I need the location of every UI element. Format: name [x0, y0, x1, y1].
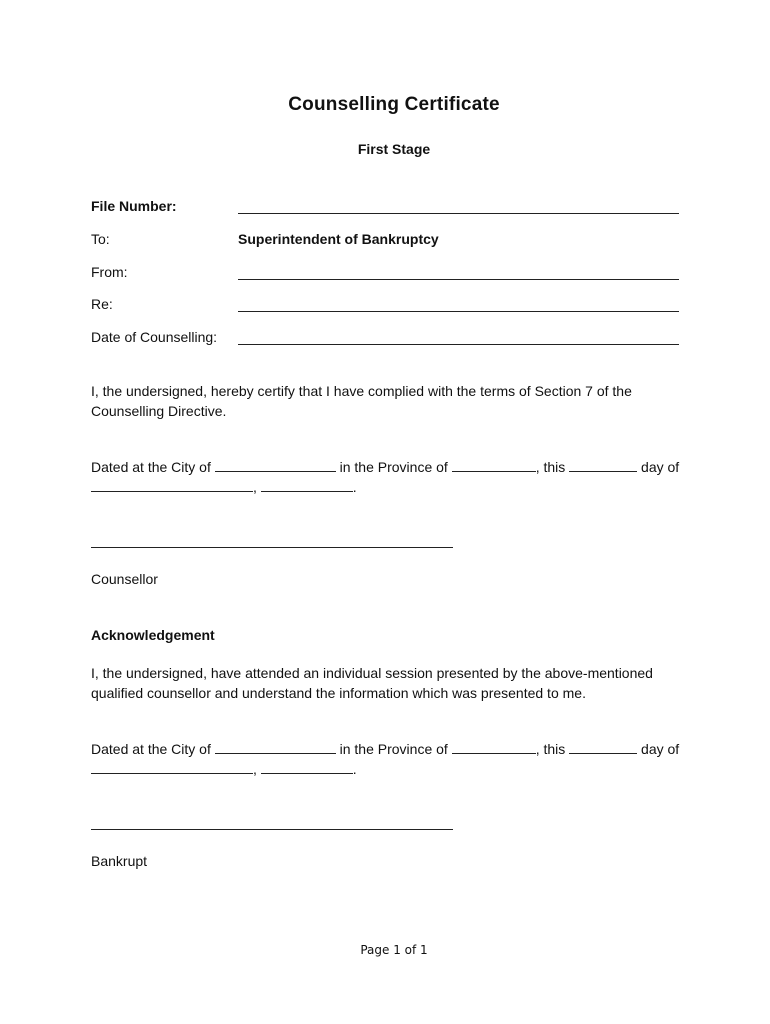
day-of-text: day of — [641, 459, 680, 475]
dated-block-bankrupt — [91, 739, 691, 779]
date-of-counselling-row — [91, 329, 679, 349]
province-field[interactable] — [452, 739, 536, 754]
certification-text: I, the undersigned, hereby certify that I have complied with the terms of Section 7 of the Counselling Directive. — [91, 383, 632, 419]
re-row — [91, 296, 679, 316]
comma-text: , — [253, 761, 257, 777]
dated-line — [91, 457, 691, 477]
to-row — [91, 231, 679, 251]
page-number: Page 1 of 1 — [360, 943, 428, 957]
date-of-counselling-field[interactable] — [238, 344, 679, 345]
month-field[interactable] — [91, 477, 253, 492]
date-of-counselling-label: Date of Counselling: — [91, 329, 218, 345]
from-row — [91, 264, 679, 284]
file-number-label: File Number: — [91, 198, 177, 214]
from-field[interactable] — [238, 279, 679, 280]
dated-line — [91, 739, 691, 759]
counsellor-label: Counsellor — [91, 571, 158, 587]
file-number-field[interactable] — [238, 213, 679, 214]
acknowledgement-text: I, the undersigned, have attended an individual session presented by the above-mentioned qualified counsellor and understand the information which was presented to me. — [91, 665, 653, 701]
this-prefix: , this — [535, 459, 566, 475]
comma-text: , — [253, 479, 257, 495]
day-field[interactable] — [569, 457, 637, 472]
city-field[interactable] — [215, 457, 336, 472]
province-prefix: in the Province of — [339, 459, 448, 475]
counsellor-signature-line[interactable] — [91, 547, 453, 548]
dated-line-2 — [91, 477, 691, 497]
dated-line-2 — [91, 759, 691, 779]
re-label: Re: — [91, 296, 113, 312]
file-number-row — [91, 198, 679, 218]
year-field[interactable] — [261, 477, 353, 492]
document-subtitle: First Stage — [357, 141, 431, 157]
province-prefix: in the Province of — [339, 741, 448, 757]
city-prefix: Dated at the City of — [91, 741, 211, 757]
city-prefix: Dated at the City of — [91, 459, 211, 475]
city-field[interactable] — [215, 739, 336, 754]
acknowledgement-heading: Acknowledgement — [91, 627, 215, 643]
period-text: . — [352, 479, 357, 495]
dated-block-counsellor — [91, 457, 691, 497]
period-text: . — [352, 761, 357, 777]
to-value: Superintendent of Bankruptcy — [238, 231, 439, 247]
day-field[interactable] — [569, 739, 637, 754]
day-of-text: day of — [641, 741, 680, 757]
bankrupt-label: Bankrupt — [91, 853, 148, 869]
this-prefix: , this — [535, 741, 566, 757]
bankrupt-signature-line[interactable] — [91, 829, 453, 830]
to-label: To: — [91, 231, 110, 247]
from-label: From: — [91, 264, 128, 280]
province-field[interactable] — [452, 457, 536, 472]
year-field[interactable] — [261, 759, 353, 774]
re-field[interactable] — [238, 311, 679, 312]
month-field[interactable] — [91, 759, 253, 774]
document-title: Counselling Certificate — [288, 94, 500, 115]
